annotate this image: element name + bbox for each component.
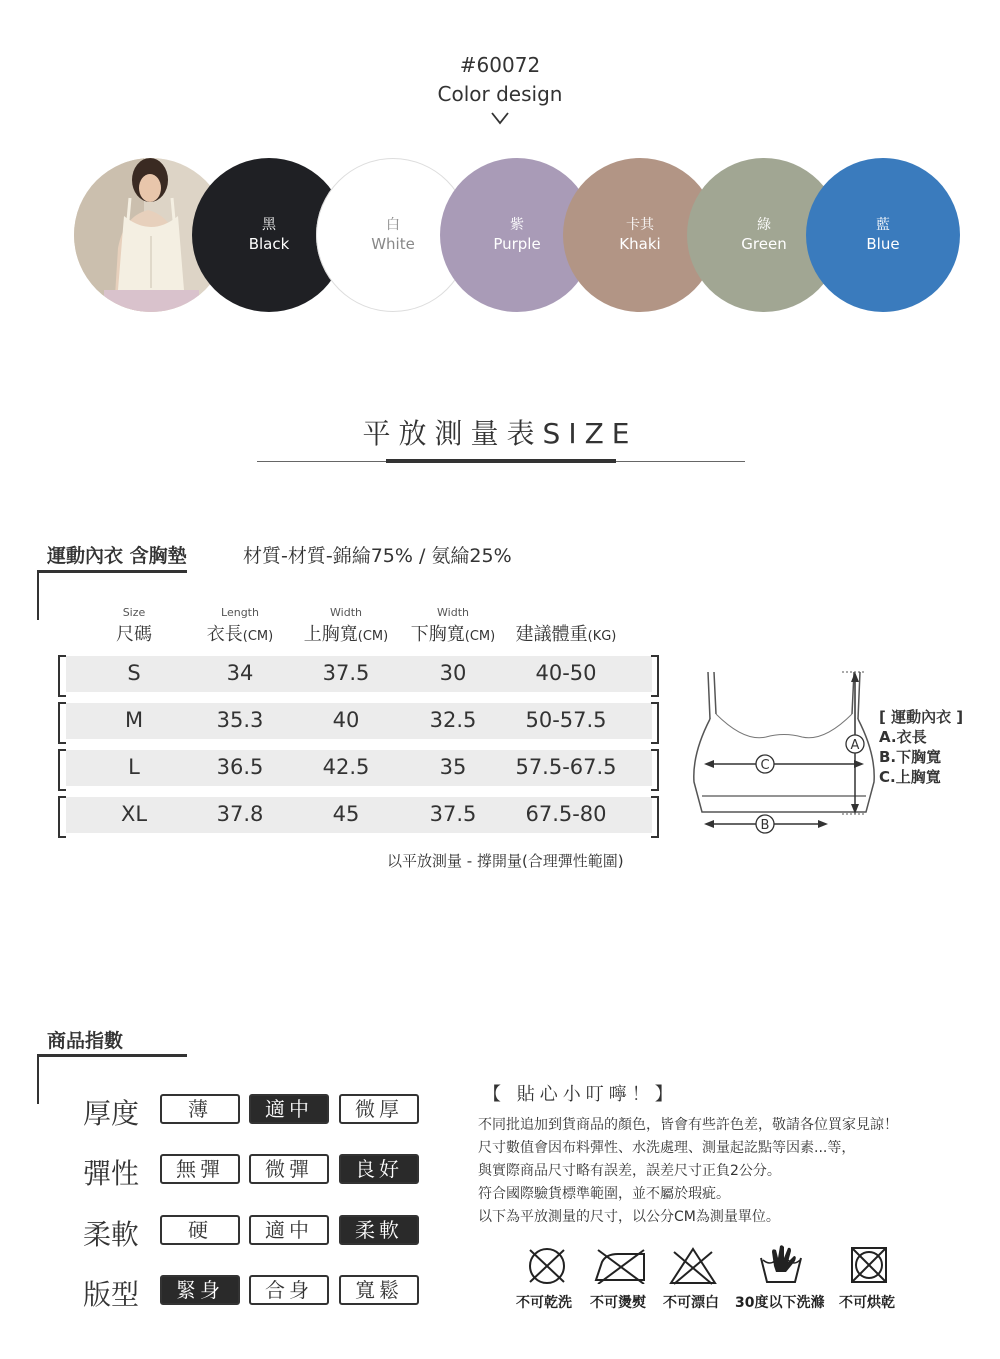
care-label: 30度以下洗滌 [735, 1295, 825, 1311]
legend-title: [ 運動內衣 ] [879, 708, 964, 726]
index-option: 良好 [339, 1154, 419, 1184]
index-title: 商品指數 [47, 1030, 124, 1052]
index-option: 微彈 [249, 1154, 329, 1184]
chevron-down-icon [490, 110, 510, 126]
tips-title: 【 貼心小叮嚀！】 [483, 1084, 678, 1105]
column-header-unit: (CM) [242, 629, 274, 644]
swatch-label-zh: 卡其 [626, 217, 654, 233]
column-header-label: 下胸寬 [410, 624, 465, 645]
row-bracket-right [651, 749, 659, 791]
column-header-en: Length [221, 606, 259, 619]
care-label: 不可漂白 [663, 1295, 719, 1311]
diagram-label-a: A [850, 738, 860, 753]
index-label: 厚度 [83, 1097, 140, 1130]
column-header-label: 建議體重 [515, 624, 588, 645]
column-header-en: Size [122, 606, 146, 619]
table-cell: 32.5 [429, 708, 477, 732]
column-header-unit: (CM) [357, 629, 389, 644]
table-cell: M [124, 708, 144, 732]
column-header-label: 衣長 [206, 624, 243, 645]
column-header-label: 上胸寬 [303, 624, 358, 645]
tip-line: 符合國際驗貨標準範圍，並不屬於瑕疵。 [478, 1186, 730, 1202]
title-divider-accent [386, 459, 616, 463]
swatch-label-zh: 白 [386, 217, 400, 233]
table-cell: 35.3 [216, 708, 264, 732]
swatch-label-en: Blue [866, 235, 900, 253]
legend-b: B.下胸寬 [879, 748, 942, 766]
table-cell: 37.5 [429, 802, 477, 826]
row-bracket-right [651, 702, 659, 744]
no-iron-icon [592, 1248, 648, 1284]
row-bracket-left [58, 796, 66, 838]
index-option: 合身 [249, 1275, 329, 1305]
index-option: 微厚 [339, 1094, 419, 1124]
index-label: 版型 [83, 1278, 140, 1311]
index-option: 柔軟 [339, 1215, 419, 1245]
row-bracket-right [651, 655, 659, 697]
table-cell: 40 [332, 708, 360, 732]
care-label: 不可乾洗 [516, 1295, 572, 1311]
tip-line: 以下為平放測量的尺寸，以公分CM為測量單位。 [478, 1209, 780, 1225]
table-cell: 36.5 [216, 755, 264, 779]
column-header-label: 尺碼 [116, 624, 152, 645]
product-material: 材質-材質-錦綸75% / 氨綸25% [243, 545, 512, 567]
swatch-label-en: White [371, 235, 415, 253]
no-bleach-icon [668, 1246, 718, 1286]
tip-line: 尺寸數值會因布料彈性、水洗處理、測量起訖點等因素...等， [478, 1140, 856, 1156]
no-dry-clean-icon [525, 1246, 569, 1286]
swatch-blue [806, 158, 960, 312]
legend-c: C.上胸寬 [879, 768, 941, 786]
index-option: 寬鬆 [339, 1275, 419, 1305]
column-header-unit: (CM) [464, 629, 496, 644]
index-label: 柔軟 [83, 1218, 140, 1251]
table-cell: 35 [439, 755, 467, 779]
row-bracket-left [58, 655, 66, 697]
care-label: 不可燙熨 [590, 1295, 646, 1311]
diagram-label-c: C [760, 758, 770, 773]
row-bracket-left [58, 749, 66, 791]
table-cell: 34 [226, 661, 254, 685]
section-bracket [37, 570, 187, 573]
table-cell: 37.5 [322, 661, 370, 685]
column-header [388, 620, 518, 646]
swatch-label-zh: 紫 [510, 217, 524, 233]
table-cell: 45 [332, 802, 360, 826]
color-design-title: Color design [437, 82, 563, 106]
tip-line: 與實際商品尺寸略有誤差，誤差尺寸正負2公分。 [478, 1163, 781, 1179]
measure-note: 以平放測量 - 撐開量(合理彈性範圍) [387, 852, 624, 870]
table-cell: 30 [439, 661, 467, 685]
bra-measurement-diagram [684, 664, 884, 838]
tip-line: 不同批追加到貨商品的顏色，皆會有些許色差，敬請各位買家見諒！ [478, 1117, 898, 1133]
care-label: 不可烘乾 [839, 1295, 895, 1311]
index-option: 硬 [160, 1215, 240, 1245]
table-cell: 67.5-80 [525, 802, 607, 826]
legend-a: A.衣長 [879, 728, 927, 746]
swatch-label-zh: 藍 [876, 217, 890, 233]
table-cell: S [127, 661, 141, 685]
table-cell: 37.8 [216, 802, 264, 826]
swatch-label-en: Purple [493, 235, 541, 253]
table-cell: 57.5-67.5 [515, 755, 617, 779]
index-bracket [37, 1054, 187, 1057]
index-label: 彈性 [83, 1157, 140, 1190]
swatch-label-zh: 黑 [262, 217, 276, 233]
swatch-label-zh: 綠 [757, 217, 771, 233]
table-cell: 50-57.5 [525, 708, 607, 732]
row-bracket-right [651, 796, 659, 838]
swatch-label-en: Black [248, 235, 290, 253]
product-code: #60072 [459, 53, 541, 77]
table-cell: 42.5 [322, 755, 370, 779]
table-cell: 40-50 [535, 661, 597, 685]
swatch-label-en: Green [741, 235, 787, 253]
product-name: 運動內衣 含胸墊 [47, 545, 187, 567]
table-cell: L [128, 755, 140, 779]
column-header [501, 620, 631, 646]
table-cell: XL [120, 802, 148, 826]
no-tumble-dry-icon [850, 1246, 888, 1286]
column-header-en: Width [330, 606, 362, 619]
diagram-legend [879, 707, 963, 787]
index-option: 緊身 [160, 1275, 240, 1305]
tips-list [478, 1114, 898, 1229]
column-header-unit: (KG) [587, 629, 617, 644]
swatch-label-en: Khaki [619, 235, 661, 253]
diagram-label-b: B [760, 818, 770, 833]
row-bracket-left [58, 702, 66, 744]
index-option: 無彈 [160, 1154, 240, 1184]
column-header-en: Width [437, 606, 469, 619]
index-option: 薄 [160, 1094, 240, 1124]
index-option: 適中 [249, 1094, 329, 1124]
hand-wash-icon [758, 1244, 804, 1286]
size-section-title: 平放測量表SIZE [362, 417, 638, 450]
index-option: 適中 [249, 1215, 329, 1245]
